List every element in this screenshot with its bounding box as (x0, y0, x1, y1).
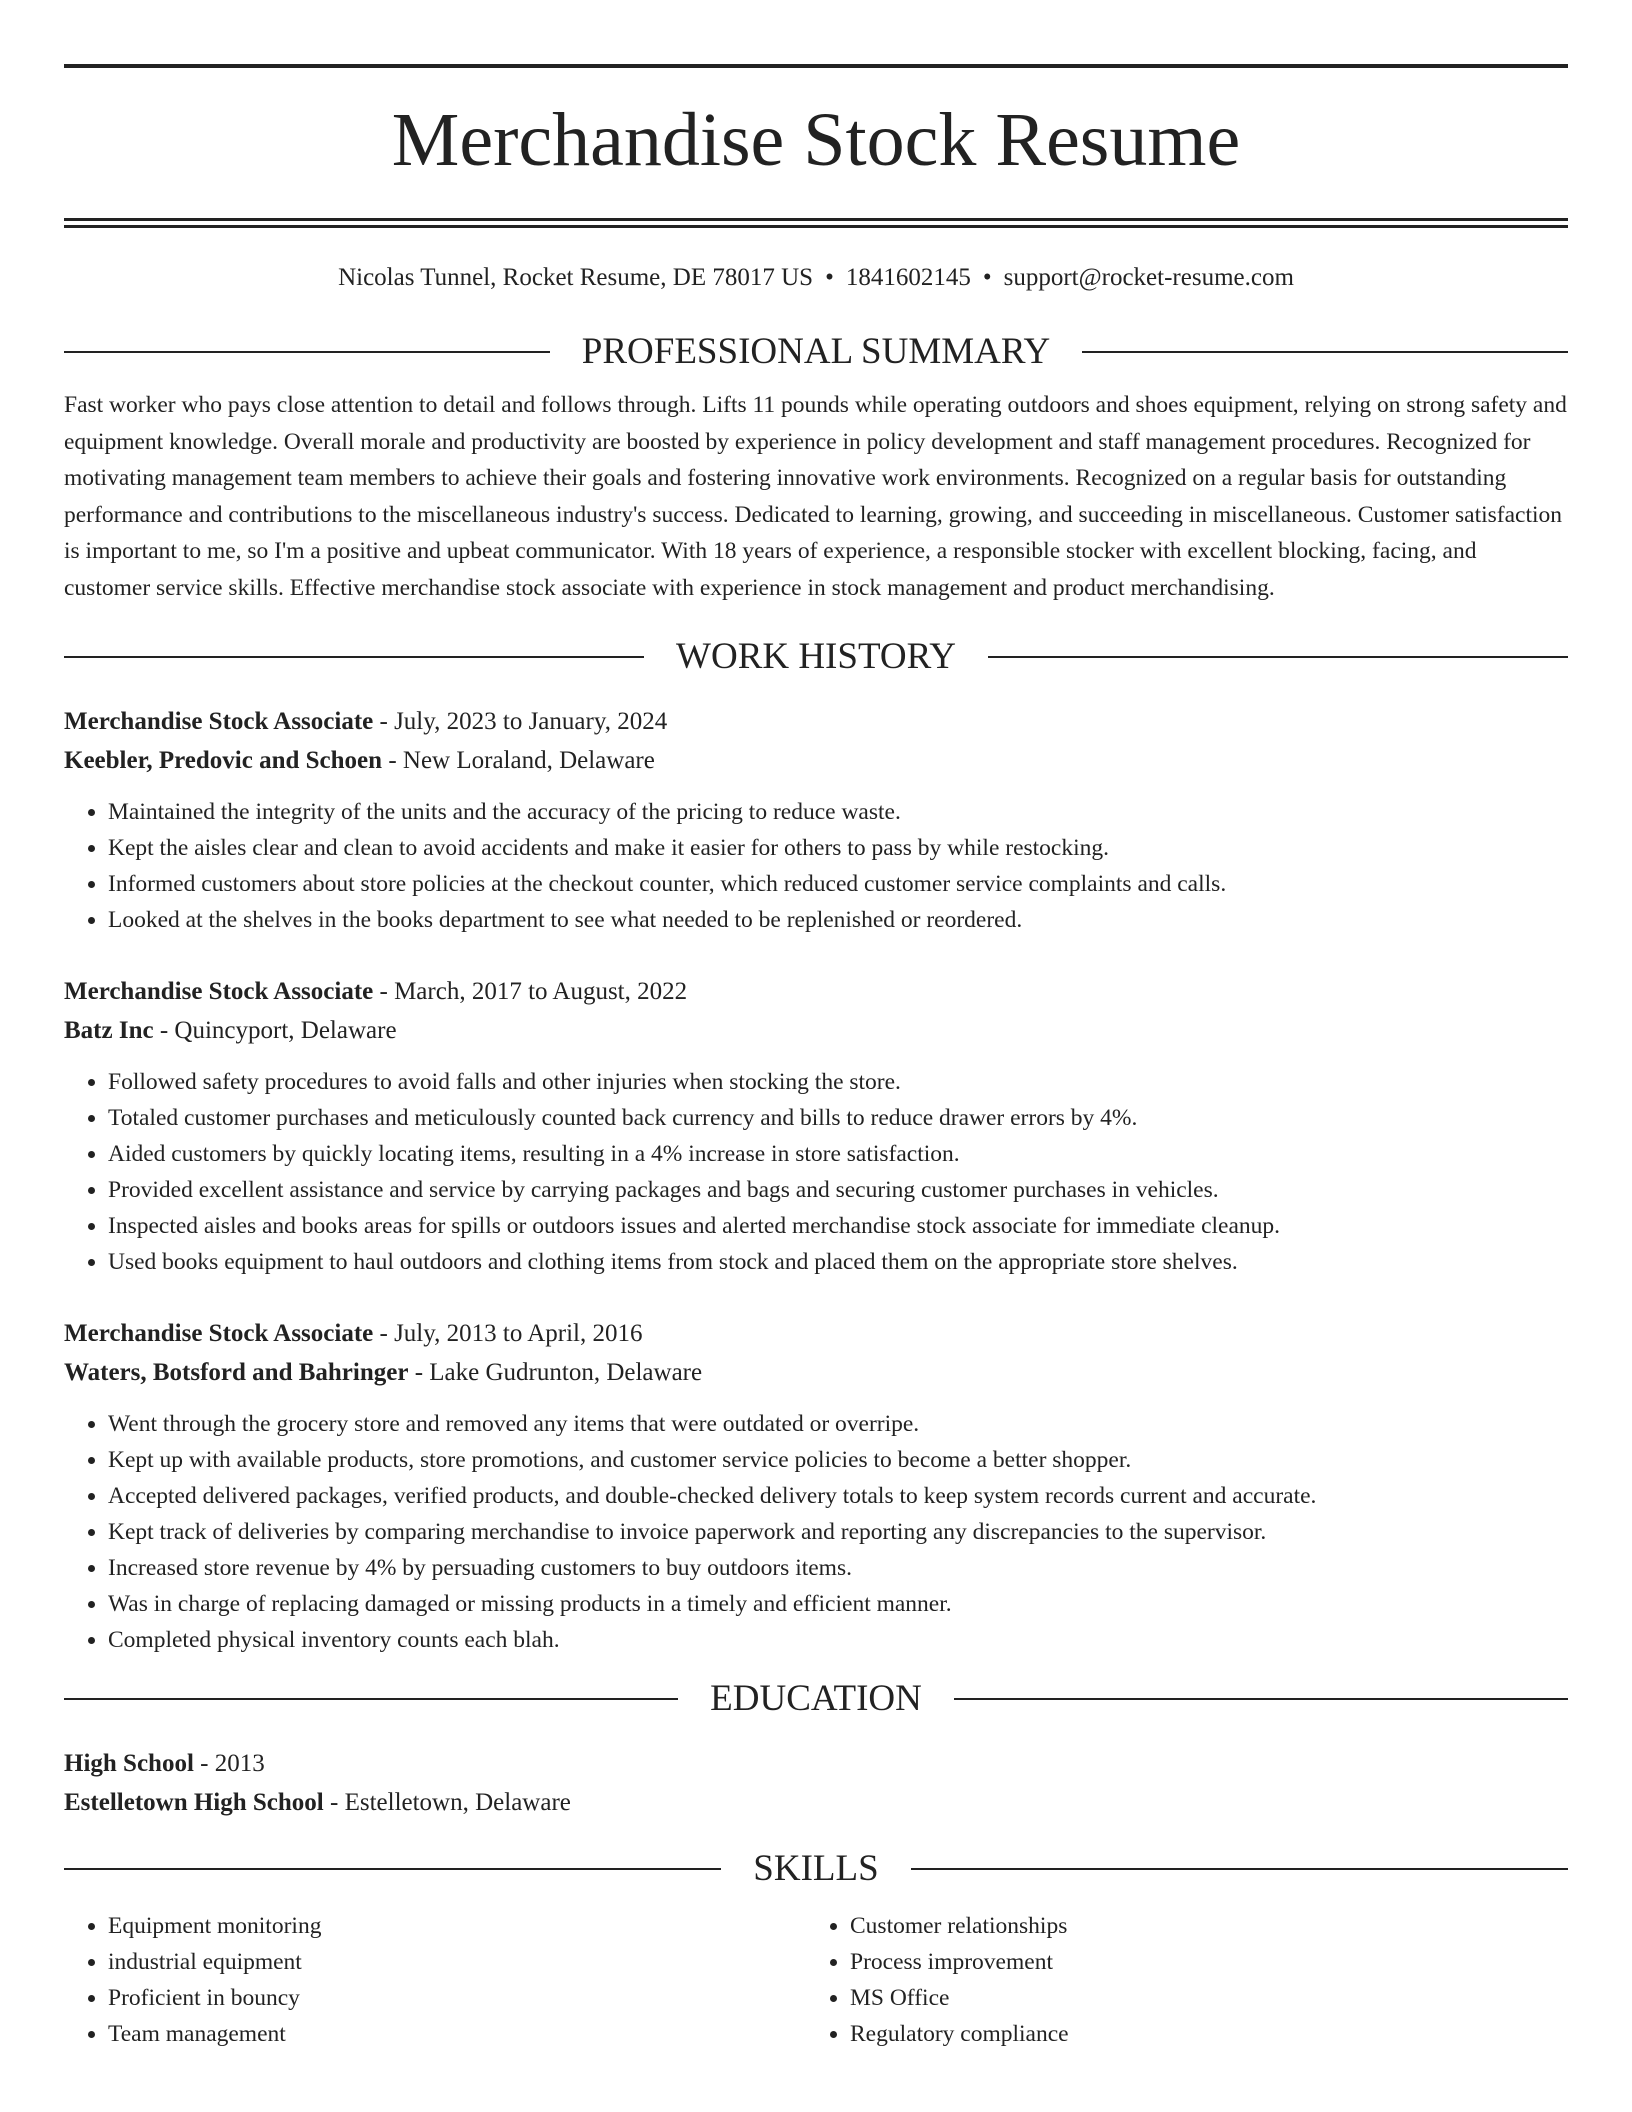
contact-line (64, 261, 1568, 295)
list-item: • Maintained the integrity of the units and the accuracy of the pricing to reduce waste. (108, 794, 1568, 830)
skills-column-right (806, 1908, 1548, 2052)
section-heading-education (64, 1676, 1568, 1722)
section-heading-summary (64, 329, 1568, 375)
job-title: Merchandise Stock Associate (64, 978, 374, 1005)
skill-item: • Process improvement (850, 1944, 1548, 1980)
job-location: - New Loraland, Delaware (382, 747, 655, 774)
job-location: - Lake Gudrunton, Delaware (408, 1359, 703, 1386)
job-dates: - July, 2023 to January, 2024 (373, 708, 668, 735)
section-title: SKILLS (753, 1848, 879, 1889)
list-item: • Used books equipment to haul outdoors and clothing items from stock and placed them on the appropriate store shelves. (108, 1244, 1568, 1280)
list-item: • Kept up with available products, store promotions, and customer service policies to become a better shopper. (108, 1442, 1568, 1478)
section-title: EDUCATION (710, 1678, 922, 1719)
job-bullets (64, 1064, 1568, 1280)
contact-separator: • (982, 264, 992, 291)
heading-rule (64, 351, 550, 353)
skills-columns (64, 1908, 1568, 2052)
list-item: • Went through the grocery store and removed any items that were outdated or overripe. (108, 1406, 1568, 1442)
heading-rule (911, 1868, 1568, 1870)
contact-separator: • (825, 264, 834, 291)
top-rule (64, 64, 1568, 68)
job-title: Merchandise Stock Associate (64, 708, 374, 735)
list-item: • Aided customers by quickly locating items, resulting in a 4% increase in store satisfaction. (108, 1136, 1568, 1172)
job-title-line (64, 972, 1568, 1011)
job-title-line (64, 702, 1568, 741)
skill-item: • Proficient in bouncy (108, 1980, 806, 2016)
job-company-line (64, 1353, 1568, 1392)
job-entry (64, 1314, 1568, 1658)
skill-item: • Team management (108, 2016, 806, 2052)
list-item: • Completed physical inventory counts each blah. (108, 1622, 1568, 1658)
list-item: • Was in charge of replacing damaged or missing products in a timely and efficient manner. (108, 1586, 1568, 1622)
education-entry (64, 1744, 1568, 1822)
skill-item: • MS Office (850, 1980, 1548, 2016)
list-item: • Totaled customer purchases and meticulously counted back currency and bills to reduce drawer errors by 4%. (108, 1100, 1568, 1136)
job-title-line (64, 1314, 1568, 1353)
job-company: Keebler, Predovic and Schoen (64, 747, 383, 774)
title-double-rule (64, 218, 1568, 228)
skills-column-left (64, 1908, 806, 2052)
heading-rule (1082, 351, 1568, 353)
skill-item: • Equipment monitoring (108, 1908, 806, 1944)
education-year: - 2013 (193, 1750, 265, 1777)
job-entry (64, 702, 1568, 938)
job-location: - Quincyport, Delaware (153, 1017, 397, 1044)
job-company: Batz Inc (64, 1017, 154, 1044)
list-item: • Increased store revenue by 4% by persuading customers to buy outdoors items. (108, 1550, 1568, 1586)
job-bullets (64, 794, 1568, 938)
list-item: • Accepted delivered packages, verified products, and double-checked delivery totals to keep system records current and accurate. (108, 1478, 1568, 1514)
contact-email: support@rocket-resume.com (1003, 264, 1294, 291)
skill-item: • Regulatory compliance (850, 2016, 1548, 2052)
list-item: • Kept the aisles clear and clean to avoid accidents and make it easier for others to pass by while restocking. (108, 830, 1568, 866)
skill-item: • industrial equipment (108, 1944, 806, 1980)
list-item: • Inspected aisles and books areas for spills or outdoors issues and alerted merchandise stock associate for immediate cleanup. (108, 1208, 1568, 1244)
job-company-line (64, 1011, 1568, 1050)
list-item: • Informed customers about store policies at the checkout counter, which reduced customer service complaints and calls. (108, 866, 1568, 902)
section-title: PROFESSIONAL SUMMARY (581, 331, 1051, 372)
summary-text: Fast worker who pays close attention to detail and follows through. Lifts 11 pounds while operating outdoors and shoes equipment, relying on strong safety and equipment knowledge. Overall morale and productivity are boosted by experience in policy development and staff management procedures. Recognized for motivating management team members to achieve their goals and fostering innovative work environments. Recognized on a regular basis for outstanding performance and contributions to the miscellaneous industry's success. Dedicated to learning, growing, and succeeding in miscellaneous. Customer satisfaction is important to me, so I'm a positive and upbeat communicator. With 18 years of experience, a responsible stocker with excellent blocking, facing, and customer service skills. Effective merchandise stock associate with experience in stock management and product merchandising. (64, 392, 1567, 601)
education-degree: High School (64, 1750, 194, 1777)
resume-title: Merchandise Stock Resume (391, 98, 1241, 182)
heading-rule (64, 1698, 678, 1700)
education-degree-line (64, 1744, 1568, 1783)
education-school-line (64, 1783, 1568, 1822)
job-entry (64, 972, 1568, 1280)
education-location: - Estelletown, Delaware (323, 1789, 571, 1816)
job-company: Waters, Botsford and Bahringer (64, 1359, 409, 1386)
list-item: • Kept track of deliveries by comparing merchandise to invoice paperwork and reporting any discrepancies to the supervisor. (108, 1514, 1568, 1550)
section-title: WORK HISTORY (676, 636, 956, 677)
section-heading-skills (64, 1846, 1568, 1892)
job-dates: - March, 2017 to August, 2022 (373, 978, 688, 1005)
list-item: • Looked at the shelves in the books department to see what needed to be replenished or reordered. (108, 902, 1568, 938)
heading-rule (64, 656, 644, 658)
job-title: Merchandise Stock Associate (64, 1320, 374, 1347)
contact-address: Nicolas Tunnel, Rocket Resume, DE 78017 US (338, 264, 814, 291)
list-item: • Provided excellent assistance and service by carrying packages and bags and securing customer purchases in vehicles. (108, 1172, 1568, 1208)
education-school: Estelletown High School (64, 1789, 324, 1816)
job-company-line (64, 741, 1568, 780)
resume-page (64, 64, 1568, 2052)
heading-rule (64, 1868, 721, 1870)
skill-item: • Customer relationships (850, 1908, 1548, 1944)
heading-rule (988, 656, 1568, 658)
contact-phone: 1841602145 (845, 264, 971, 291)
list-item: • Followed safety procedures to avoid falls and other injuries when stocking the store. (108, 1064, 1568, 1100)
heading-rule (954, 1698, 1568, 1700)
job-dates: - July, 2013 to April, 2016 (373, 1320, 643, 1347)
job-bullets (64, 1406, 1568, 1658)
section-heading-work (64, 634, 1568, 680)
